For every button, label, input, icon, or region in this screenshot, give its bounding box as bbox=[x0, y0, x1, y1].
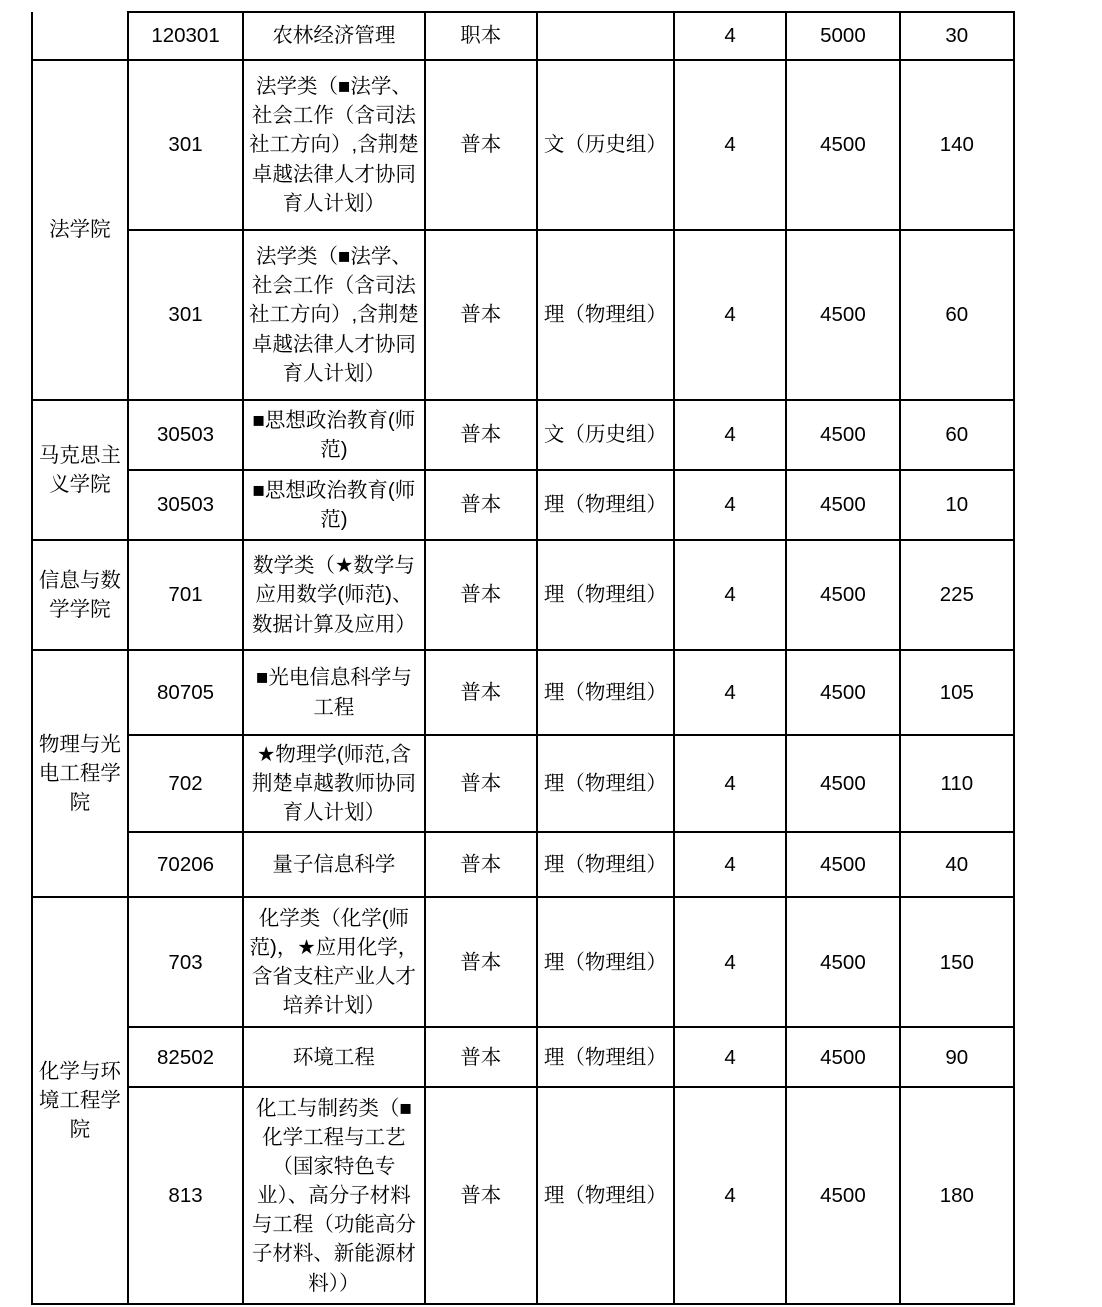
cell-years: 4 bbox=[674, 735, 786, 832]
table-row bbox=[32, 230, 1014, 400]
cell-code: 30503 bbox=[128, 470, 243, 540]
cell-level: 普本 bbox=[425, 60, 537, 230]
cell-fee: 5000 bbox=[786, 12, 899, 60]
cell-fee: 4500 bbox=[786, 832, 899, 897]
cell-major: ■思想政治教育(师范) bbox=[243, 400, 424, 470]
cell-fee: 4500 bbox=[786, 650, 899, 735]
cell-level: 普本 bbox=[425, 897, 537, 1027]
cell-plan: 105 bbox=[900, 650, 1014, 735]
cell-plan: 180 bbox=[900, 1087, 1014, 1304]
cell-major: ★物理学(师范,含荆楚卓越教师协同育人计划） bbox=[243, 735, 424, 832]
cell-major: ■思想政治教育(师范) bbox=[243, 470, 424, 540]
cell-fee: 4500 bbox=[786, 897, 899, 1027]
cell-fee: 4500 bbox=[786, 230, 899, 400]
cell-college: 化学与环境工程学院 bbox=[32, 897, 128, 1304]
cell-subject: 理（物理组） bbox=[537, 540, 674, 650]
cell-years: 4 bbox=[674, 12, 786, 60]
cell-years: 4 bbox=[674, 650, 786, 735]
cell-code: 82502 bbox=[128, 1027, 243, 1087]
cell-college: 物理与光电工程学院 bbox=[32, 650, 128, 897]
cell-subject: 文（历史组） bbox=[537, 60, 674, 230]
cell-fee: 4500 bbox=[786, 400, 899, 470]
cell-code: 30503 bbox=[128, 400, 243, 470]
cell-plan: 40 bbox=[900, 832, 1014, 897]
cell-subject: 理（物理组） bbox=[537, 1027, 674, 1087]
cell-code: 120301 bbox=[128, 12, 243, 60]
cell-code: 70206 bbox=[128, 832, 243, 897]
cell-years: 4 bbox=[674, 832, 786, 897]
cell-college: 马克思主义学院 bbox=[32, 400, 128, 540]
cell-level: 普本 bbox=[425, 400, 537, 470]
cell-fee: 4500 bbox=[786, 1027, 899, 1087]
cell-years: 4 bbox=[674, 470, 786, 540]
cell-years: 4 bbox=[674, 230, 786, 400]
cell-level: 普本 bbox=[425, 735, 537, 832]
table-row bbox=[32, 735, 1014, 832]
cell-years: 4 bbox=[674, 1087, 786, 1304]
table-row bbox=[32, 650, 1014, 735]
cell-years: 4 bbox=[674, 400, 786, 470]
cell-plan: 225 bbox=[900, 540, 1014, 650]
cell-major: 农林经济管理 bbox=[243, 12, 424, 60]
cell-level: 职本 bbox=[425, 12, 537, 60]
cell-level: 普本 bbox=[425, 540, 537, 650]
cell-level: 普本 bbox=[425, 832, 537, 897]
cell-plan: 150 bbox=[900, 897, 1014, 1027]
cell-fee: 4500 bbox=[786, 470, 899, 540]
cell-subject: 理（物理组） bbox=[537, 1087, 674, 1304]
cell-code: 813 bbox=[128, 1087, 243, 1304]
cell-code: 703 bbox=[128, 897, 243, 1027]
cell-major: 化学类（化学(师范)，★应用化学，含省支柱产业人才培养计划） bbox=[243, 897, 424, 1027]
cell-college: 信息与数学学院 bbox=[32, 540, 128, 650]
cell-subject bbox=[537, 12, 674, 60]
cell-fee: 4500 bbox=[786, 60, 899, 230]
cell-major: ■光电信息科学与工程 bbox=[243, 650, 424, 735]
table-row bbox=[32, 470, 1014, 540]
cell-subject: 理（物理组） bbox=[537, 230, 674, 400]
cell-major: 量子信息科学 bbox=[243, 832, 424, 897]
cell-major: 法学类（■法学、社会工作（含司法社工方向）,含荆楚卓越法律人才协同育人计划） bbox=[243, 60, 424, 230]
table-row bbox=[32, 540, 1014, 650]
cell-plan: 90 bbox=[900, 1027, 1014, 1087]
cell-level: 普本 bbox=[425, 230, 537, 400]
cell-code: 702 bbox=[128, 735, 243, 832]
cell-major: 数学类（★数学与应用数学(师范)、数据计算及应用） bbox=[243, 540, 424, 650]
cell-plan: 140 bbox=[900, 60, 1014, 230]
cell-plan: 110 bbox=[900, 735, 1014, 832]
cell-plan: 10 bbox=[900, 470, 1014, 540]
cell-years: 4 bbox=[674, 60, 786, 230]
cell-code: 301 bbox=[128, 60, 243, 230]
cell-college bbox=[32, 12, 128, 60]
table-row bbox=[32, 1087, 1014, 1304]
cell-major: 法学类（■法学、社会工作（含司法社工方向）,含荆楚卓越法律人才协同育人计划） bbox=[243, 230, 424, 400]
cell-subject: 理（物理组） bbox=[537, 897, 674, 1027]
cell-subject: 理（物理组） bbox=[537, 650, 674, 735]
cell-plan: 60 bbox=[900, 400, 1014, 470]
table-row bbox=[32, 832, 1014, 897]
table-row bbox=[32, 1027, 1014, 1087]
cell-subject: 理（物理组） bbox=[537, 470, 674, 540]
cell-subject: 理（物理组） bbox=[537, 832, 674, 897]
cell-fee: 4500 bbox=[786, 735, 899, 832]
cell-level: 普本 bbox=[425, 650, 537, 735]
table-row bbox=[32, 60, 1014, 230]
cell-college: 法学院 bbox=[32, 60, 128, 400]
cell-years: 4 bbox=[674, 897, 786, 1027]
cell-major: 环境工程 bbox=[243, 1027, 424, 1087]
cell-fee: 4500 bbox=[786, 540, 899, 650]
cell-years: 4 bbox=[674, 1027, 786, 1087]
cell-level: 普本 bbox=[425, 1027, 537, 1087]
cell-plan: 30 bbox=[900, 12, 1014, 60]
cell-fee: 4500 bbox=[786, 1087, 899, 1304]
cell-level: 普本 bbox=[425, 470, 537, 540]
cell-code: 301 bbox=[128, 230, 243, 400]
cell-major: 化工与制药类（■化学工程与工艺（国家特色专业）、高分子材料与工程（功能高分子材料、新能源材料）） bbox=[243, 1087, 424, 1304]
cell-code: 701 bbox=[128, 540, 243, 650]
table-row bbox=[32, 400, 1014, 470]
admission-plan-table bbox=[31, 11, 1015, 1305]
table-row bbox=[32, 12, 1014, 60]
cell-subject: 理（物理组） bbox=[537, 735, 674, 832]
cell-subject: 文（历史组） bbox=[537, 400, 674, 470]
table-body bbox=[32, 12, 1014, 1304]
cell-plan: 60 bbox=[900, 230, 1014, 400]
cell-code: 80705 bbox=[128, 650, 243, 735]
cell-years: 4 bbox=[674, 540, 786, 650]
cell-level: 普本 bbox=[425, 1087, 537, 1304]
table-row bbox=[32, 897, 1014, 1027]
